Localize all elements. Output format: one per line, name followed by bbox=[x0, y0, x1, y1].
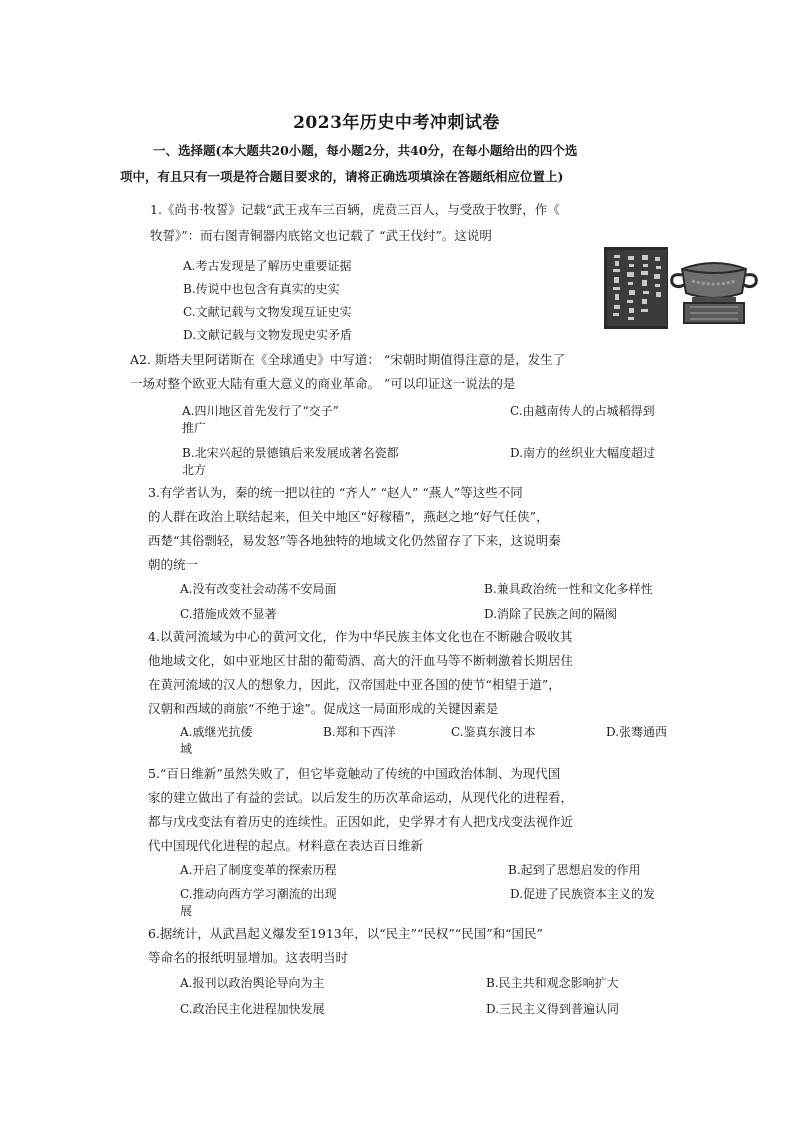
question-1-line-1: 1.《尚书·牧誓》记载“武王戎车三百辆，虎贲三百人，与受敌于牧野，作《 bbox=[150, 202, 560, 217]
question-2-line-1: A2. 斯塔夫里阿诺斯在《全球通史》中写道： “宋朝时期值得注意的是，发生了 bbox=[130, 352, 566, 367]
question-3-line-3: 西楚“其俗剽轻，易发怒”等各地独特的地域文化仍然留存了下来，这说明秦 bbox=[148, 533, 561, 548]
question-6-option-a: A.报刊以政治舆论导向为主 bbox=[180, 976, 325, 990]
question-4-option-b: B.郑和下西洋 bbox=[323, 725, 396, 739]
question-2-option-b: B.北宋兴起的景德镇后来发展成著名瓷都 bbox=[182, 446, 399, 460]
question-4-option-a: A.戚继光抗倭 bbox=[180, 725, 253, 739]
page-title: 2023年历史中考冲刺试卷 bbox=[293, 113, 500, 133]
question-5-line-3: 都与戊戌变法有着历史的连续性。正因如此，史学界才有人把戊戌变法视作近 bbox=[148, 814, 574, 829]
bronze-inscription-rubbing-image bbox=[604, 247, 670, 329]
question-3-option-a: A.没有改变社会动荡不安局面 bbox=[180, 582, 337, 596]
question-5-option-d-wrap: 展 bbox=[180, 904, 193, 918]
question-5-line-2: 家的建立做出了有益的尝试。以后发生的历次革命运动，从现代化的进程看， bbox=[148, 790, 574, 805]
question-3-line-4: 朝的统一 bbox=[148, 557, 199, 572]
question-4-line-3: 在黄河流域的汉人的想象力，因此，汉帝国赴中亚各国的使节“相望于道”， bbox=[148, 677, 561, 692]
question-2-option-c: C.由越南传人的占城稻得到 bbox=[510, 404, 655, 418]
question-4-option-c: C.鉴真东渡日本 bbox=[451, 725, 536, 739]
question-3-line-2: 的人群在政治上联结起来，但关中地区“好稼穑”，燕赵之地“好气任侠”， bbox=[148, 509, 549, 524]
question-6-line-2: 等命名的报纸明显增加。这表明当时 bbox=[148, 950, 349, 965]
question-1-option-c: C.文献记载与文物发现互证史实 bbox=[183, 305, 352, 319]
question-4-option-d-wrap: 域 bbox=[180, 742, 193, 756]
question-3-option-d: D.消除了民族之间的隔阂 bbox=[484, 607, 618, 621]
bronze-vessel-image bbox=[668, 247, 760, 329]
section-heading-line-2: 项中，有且只有一项是符合题目要求的，请将正确选项填涂在答题纸相应位置上) bbox=[120, 169, 564, 184]
question-2-option-d-wrap: 北方 bbox=[182, 463, 207, 477]
question-6-option-c: C.政治民主化进程加快发展 bbox=[180, 1002, 325, 1016]
question-3-line-1: 3.有学者认为，秦的统一把以往的 “齐人” “赵人” “燕人”等这些不同 bbox=[148, 485, 523, 500]
question-5-option-d: D.促进了民族资本主义的发 bbox=[510, 887, 656, 901]
question-3-option-b: B.兼具政治统一性和文化多样性 bbox=[484, 582, 653, 596]
question-5-option-c: C.推动向西方学习潮流的出现 bbox=[180, 887, 337, 901]
question-4-option-d: D.张骞通西 bbox=[606, 725, 668, 739]
question-4-line-2: 他地域文化，如中亚地区甘甜的葡萄酒、高大的汗血马等不断刺激着长期居住 bbox=[148, 653, 574, 668]
question-5-line-4: 代中国现代化进程的起点。材料意在表达百日维新 bbox=[148, 838, 424, 853]
question-1-option-b: B.传说中也包含有真实的史实 bbox=[183, 282, 340, 296]
question-4-line-1: 4.以黄河流域为中心的黄河文化，作为中华民族主体文化也在不断融合吸收其 bbox=[148, 629, 573, 644]
question-1-line-2: 牧誓》”：而右图青铜器内底铭文也记载了 “武王伐纣”。这说明 bbox=[150, 228, 492, 243]
question-2-option-a: A.四川地区首先发行了“交子” bbox=[182, 404, 339, 418]
question-1-option-d: D.文献记载与文物发现史实矛盾 bbox=[183, 328, 353, 342]
question-2-line-2: 一场对整个欧亚大陆有重大意义的商业革命。 ”可以印证这一说法的是 bbox=[130, 376, 516, 391]
question-4-line-4: 汉朝和西域的商旅“不绝于途”。促成这一局面形成的关键因素是 bbox=[148, 701, 499, 716]
question-5-option-b: B.起到了思想启发的作用 bbox=[508, 863, 641, 877]
question-2-option-c-wrap: 推广 bbox=[182, 421, 207, 435]
question-6-option-b: B.民主共和观念影响扩大 bbox=[486, 976, 619, 990]
question-5-line-1: 5.“百日维新”虽然失败了，但它毕竟触动了传统的中国政治体制、为现代国 bbox=[148, 766, 561, 781]
section-heading-line-1: 一、选择题(本大题共20小题，每小题2分，共40分，在每小题给出的四个选 bbox=[153, 143, 578, 158]
question-3-option-c: C.措施成效不显著 bbox=[180, 607, 277, 621]
question-1-option-a: A.考古发现是了解历史重要证据 bbox=[183, 259, 352, 273]
question-6-option-d: D.三民主义得到普遍认同 bbox=[486, 1002, 620, 1016]
question-6-line-1: 6.据统计，从武昌起义爆发至1913年，以“民主”“民权”“民国”和“国民” bbox=[148, 926, 543, 941]
question-5-option-a: A.开启了制度变革的探索历程 bbox=[180, 863, 337, 877]
question-2-option-d: D.南方的丝织业大幅度超过 bbox=[510, 446, 656, 460]
